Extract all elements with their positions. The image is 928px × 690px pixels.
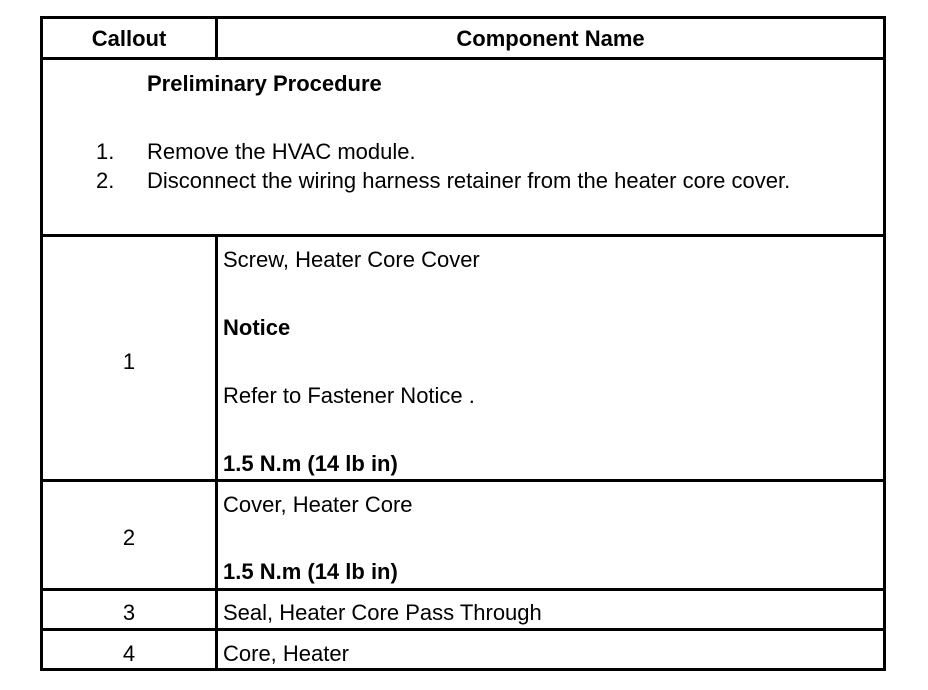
component-name: Screw, Heater Core Cover: [223, 247, 480, 272]
step-text: Remove the HVAC module.: [147, 139, 416, 164]
component-name: Seal, Heater Core Pass Through: [223, 600, 542, 625]
column-divider: [215, 234, 218, 668]
notice-text: Refer to Fastener Notice .: [223, 383, 475, 408]
header-component-name: Component Name: [456, 26, 645, 51]
header-divider: [43, 57, 883, 60]
torque-spec: 1.5 N.m (14 lb in): [223, 451, 398, 476]
row-divider: [43, 479, 883, 482]
header-column-divider: [215, 19, 218, 57]
step-text: Disconnect the wiring harness retainer from the heater core cover.: [147, 168, 791, 193]
notice-label: Notice: [223, 315, 291, 340]
header-callout: Callout: [91, 26, 167, 51]
preliminary-divider: [43, 234, 883, 237]
callout-number: 3: [122, 600, 136, 625]
component-name: Cover, Heater Core: [223, 492, 413, 517]
preliminary-procedure-title: Preliminary Procedure: [147, 71, 382, 96]
callout-number: 2: [122, 525, 136, 550]
component-table: [40, 16, 886, 671]
callout-number: 4: [122, 641, 136, 666]
step-number: 2.: [96, 168, 115, 193]
callout-number: 1: [122, 349, 136, 374]
row-divider: [43, 628, 883, 631]
component-name: Core, Heater: [223, 641, 349, 666]
torque-spec: 1.5 N.m (14 lb in): [223, 559, 398, 584]
row-divider: [43, 588, 883, 591]
step-number: 1.: [96, 139, 115, 164]
